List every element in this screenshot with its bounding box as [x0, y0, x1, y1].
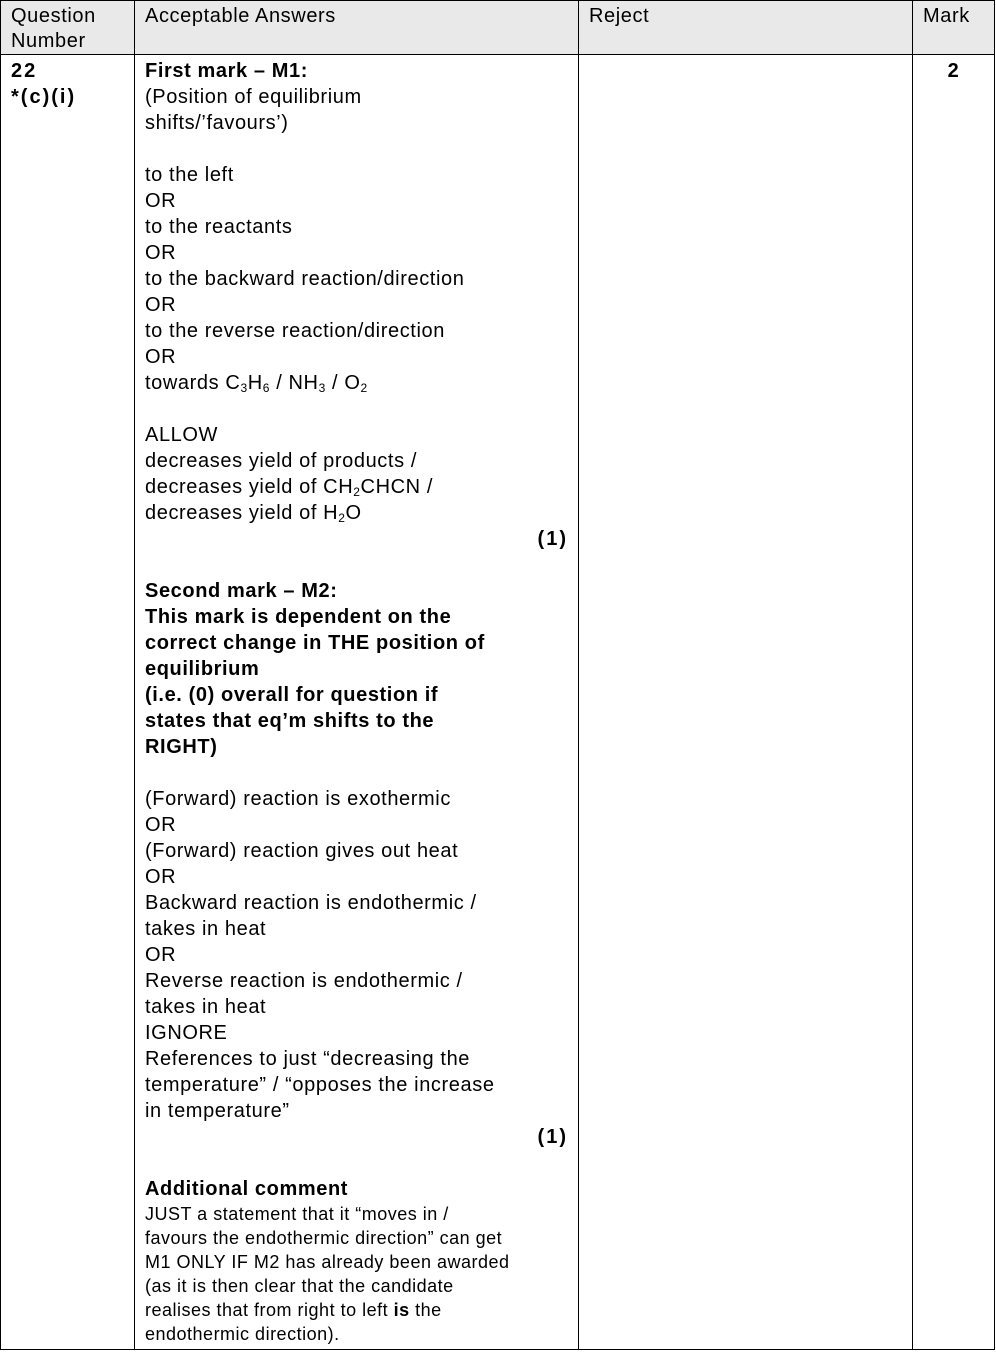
ignore-line-3: in temperature”	[145, 1100, 290, 1122]
comment-line-5: realises that from right to left is the	[145, 1300, 442, 1320]
header-mark: Mark	[913, 1, 995, 55]
m2-reverse-2: takes in heat	[145, 996, 267, 1018]
allow-line-1: decreases yield of products /	[145, 450, 417, 472]
or-label: OR	[145, 346, 177, 368]
acceptable-answers-cell	[135, 55, 579, 1350]
m2-title: Second mark – M2:	[145, 580, 338, 602]
comment-line-4: (as it is then clear that the candidate	[145, 1276, 454, 1296]
m1-option-left: to the left	[145, 164, 234, 186]
comment-line-1: JUST a statement that it “moves in /	[145, 1204, 449, 1224]
ignore-label: IGNORE	[145, 1022, 228, 1044]
m1-option-towards: towards $C_3H_6 / NH_3 / O_2$	[145, 372, 368, 395]
allow-line-3: decreases yield of $H_2O$	[145, 502, 362, 525]
header-reject: Reject	[579, 1, 913, 55]
header-question-number: Question Number	[1, 1, 135, 55]
mark-value: 2	[947, 60, 960, 82]
m2-backward-1: Backward reaction is endothermic /	[145, 892, 477, 914]
m2-backward-2: takes in heat	[145, 918, 267, 940]
or-label: OR	[145, 814, 177, 836]
m1-score: (1)	[537, 528, 568, 550]
m1-option-reactants: to the reactants	[145, 216, 293, 238]
ignore-line-1: References to just “decreasing the	[145, 1048, 471, 1070]
ignore-line-2: temperature” / “opposes the increase	[145, 1074, 495, 1096]
m1-intro-2: shifts/’favours’)	[145, 112, 289, 134]
m1-title: First mark – M1:	[145, 60, 308, 82]
or-label: OR	[145, 866, 177, 888]
m2-reverse-1: Reverse reaction is endothermic /	[145, 970, 463, 992]
m2-dependency-1: This mark is dependent on the	[145, 606, 452, 628]
allow-label: ALLOW	[145, 424, 219, 446]
m1-option-reverse: to the reverse reaction/direction	[145, 320, 445, 342]
allow-line-2: decreases yield of $CH_2CHCN$ /	[145, 476, 434, 499]
comment-line-6: endothermic direction).	[145, 1324, 340, 1344]
m2-exothermic: (Forward) reaction is exothermic	[145, 788, 451, 810]
comment-line-3: M1 ONLY IF M2 has already been awarded	[145, 1252, 510, 1272]
comment-line-2: favours the endothermic direction” can get	[145, 1228, 503, 1248]
header-row	[1, 1, 995, 55]
or-label: OR	[145, 944, 177, 966]
m1-intro-1: (Position of equilibrium	[145, 86, 362, 108]
reject-cell	[579, 55, 913, 1350]
question-number-cell	[1, 55, 135, 1350]
m2-dependency-6: RIGHT)	[145, 736, 218, 758]
question-number: 22	[11, 60, 38, 82]
m2-dependency-4: (i.e. (0) overall for question if	[145, 684, 439, 706]
answer-row	[1, 55, 995, 1350]
or-label: OR	[145, 190, 177, 212]
m2-dependency-5: states that eq’m shifts to the	[145, 710, 435, 732]
m2-dependency-3: equilibrium	[145, 658, 260, 680]
comment-title: Additional comment	[145, 1178, 349, 1200]
m2-dependency-2: correct change in THE position of	[145, 632, 485, 654]
header-acceptable-answers: Acceptable Answers	[135, 1, 579, 55]
m1-option-backward: to the backward reaction/direction	[145, 268, 465, 290]
m2-score: (1)	[537, 1126, 568, 1148]
or-label: OR	[145, 242, 177, 264]
mark-cell	[913, 55, 995, 1350]
m2-gives-heat: (Forward) reaction gives out heat	[145, 840, 459, 862]
or-label: OR	[145, 294, 177, 316]
question-part: *(c)(i)	[11, 86, 77, 108]
